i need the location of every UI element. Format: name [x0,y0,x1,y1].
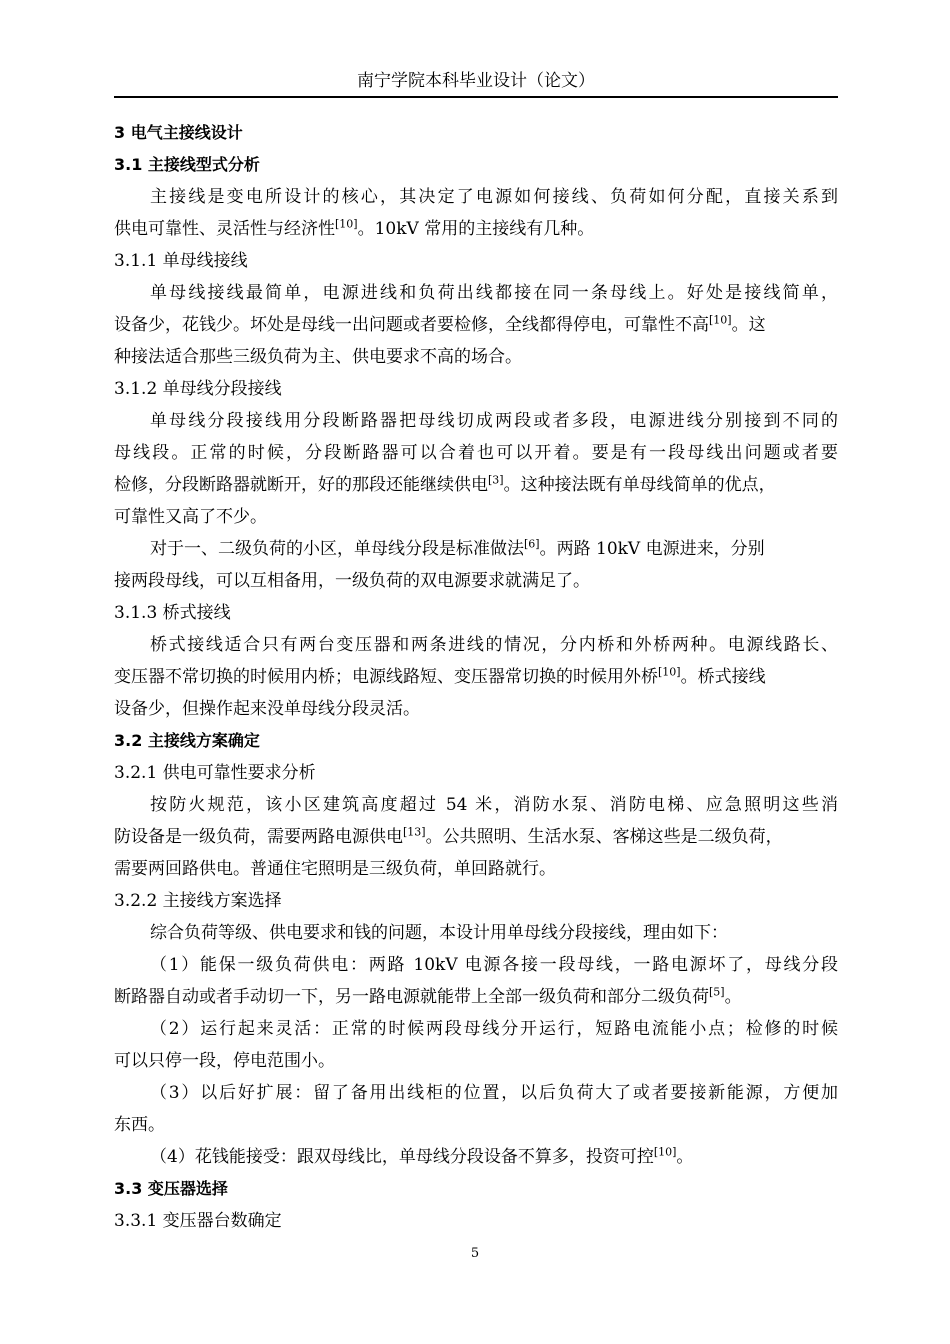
line-text: 3.2 主接线方案确定 [114,731,260,750]
citation-ref: [5] [709,985,725,999]
paragraph-line [114,629,838,661]
line-text: 3.1.1 单母线接线 [114,251,248,271]
line-text: 母线段。正常的时候，分段断路器可以合着也可以开着。要是有一段母线出问题或者要 [114,443,838,463]
paragraph-line [114,661,838,693]
line-text: 接两段母线，可以互相备用，一级负荷的双电源要求就满足了。 [114,571,590,591]
line-text-after-ref: 。公共照明、生活水泵、客梯这些是二级负荷， [425,827,783,847]
line-text: 对于一、二级负荷的小区，单母线分段是标准做法 [150,539,524,559]
line-text: 可靠性又高了不少。 [114,507,267,527]
line-text: 单母线接线最简单，电源进线和负荷出线都接在同一条母线上。好处是接线简单， [150,283,838,303]
line-text: 东西。 [114,1115,165,1135]
line-text: 种接法适合那些三级负荷为主、供电要求不高的场合。 [114,347,522,367]
subsection-heading [114,885,838,917]
paragraph-line [114,405,838,437]
paragraph-line [114,1013,838,1045]
line-text: 设备少，但操作起来没单母线分段灵活。 [114,699,420,719]
paragraph-line [114,917,838,949]
paragraph-line [114,1077,838,1109]
running-header: 南宁学院本科毕业设计（论文） [357,71,595,91]
line-text: 桥式接线适合只有两台变压器和两条进线的情况，分内桥和外桥两种。电源线路长、 [150,635,838,655]
paragraph-line [114,533,838,565]
citation-ref: [6] [524,537,540,551]
section-heading [114,725,838,757]
paragraph-line [114,821,838,853]
paragraph-line [114,341,838,373]
line-text: 变压器不常切换的时候用内桥；电源线路短、变压器常切换的时候用外桥 [114,667,658,687]
paragraph-line [114,437,838,469]
line-text: 需要两回路供电。普通住宅照明是三级负荷，单回路就行。 [114,859,556,879]
section-heading [114,149,838,181]
line-text: 单母线分段接线用分段断路器把母线切成两段或者多段，电源进线分别接到不同的 [150,411,838,431]
document-body [114,117,838,1237]
line-text: （1）能保一级负荷供电：两路 10kV 电源各接一段母线，一路电源坏了，母线分段 [150,955,838,975]
paragraph-line [114,181,838,213]
line-text-after-ref: 。 [724,987,742,1007]
line-text: 供电可靠性、灵活性与经济性 [114,219,335,239]
line-text: 3.2.2 主接线方案选择 [114,891,282,911]
line-text: （2）运行起来灵活：正常的时候两段母线分开运行，短路电流能小点；检修的时候 [150,1019,838,1039]
line-text: 综合负荷等级、供电要求和钱的问题，本设计用单母线分段接线，理由如下： [150,923,728,943]
paragraph-line [114,277,838,309]
citation-ref: [10] [653,1145,677,1159]
paragraph-line [114,213,838,245]
line-text: （4）花钱能接受：跟双母线比，单母线分段设备不算多，投资可控 [150,1147,654,1167]
paragraph-line [114,565,838,597]
paragraph-line [114,469,838,501]
citation-ref: [10] [658,665,681,679]
line-text: （3）以后好扩展：留了备用出线柜的位置，以后负荷大了或者要接新能源，方便加 [150,1083,838,1103]
line-text-after-ref: 。这种接法既有单母线简单的优点， [503,475,776,495]
line-text: 3.3.1 变压器台数确定 [114,1211,282,1231]
line-text: 3.1.3 桥式接线 [114,603,231,623]
line-text: 3.1 主接线型式分析 [114,155,260,174]
citation-ref: [10] [709,313,732,327]
line-text-after-ref: 。桥式接线 [680,667,766,687]
paragraph-line [114,501,838,533]
line-text: 主接线是变电所设计的核心，其决定了电源如何接线、负荷如何分配，直接关系到 [150,187,838,207]
paragraph-line [114,1109,838,1141]
citation-ref: [3] [488,473,504,487]
line-text-after-ref: 。这 [731,315,766,335]
subsection-heading [114,373,838,405]
line-text: 3.3 变压器选择 [114,1179,228,1198]
line-text: 3.1.2 单母线分段接线 [114,379,282,399]
citation-ref: [10] [335,217,358,231]
paragraph-line [114,981,838,1013]
section-heading [114,1173,838,1205]
paragraph-line [114,1141,838,1173]
subsection-heading [114,245,838,277]
paragraph-line [114,1045,838,1077]
paragraph-line [114,309,838,341]
line-text: 按防火规范，该小区建筑高度超过 54 米，消防水泵、消防电梯、应急照明这些消 [150,795,838,815]
paragraph-line [114,853,838,885]
chapter-heading [114,117,838,149]
line-text: 3 电气主接线设计 [114,123,243,142]
line-text: 设备少，花钱少。坏处是母线一出问题或者要检修，全线都得停电，可靠性不高 [114,315,709,335]
page-number: 5 [470,1246,480,1261]
line-text: 3.2.1 供电可靠性要求分析 [114,763,316,783]
paragraph-line [114,949,838,981]
line-text: 断路器自动或者手动切一下，另一路电源就能带上全部一级负荷和部分二级负荷 [114,987,709,1007]
line-text: 防设备是一级负荷，需要两路电源供电 [114,827,403,847]
line-text: 可以只停一段，停电范围小。 [114,1051,335,1071]
paragraph-line [114,789,838,821]
subsection-heading [114,757,838,789]
line-text-after-ref: 。两路 10kV 电源进来，分别 [539,539,765,559]
subsection-heading [114,1205,838,1237]
line-text-after-ref: 。10kV 常用的主接线有几种。 [357,219,595,239]
header-rule [114,96,838,98]
paragraph-line [114,693,838,725]
subsection-heading [114,597,838,629]
line-text-after-ref: 。 [676,1147,694,1167]
line-text: 检修，分段断路器就断开，好的那段还能继续供电 [114,475,488,495]
citation-ref: [13] [403,825,426,839]
